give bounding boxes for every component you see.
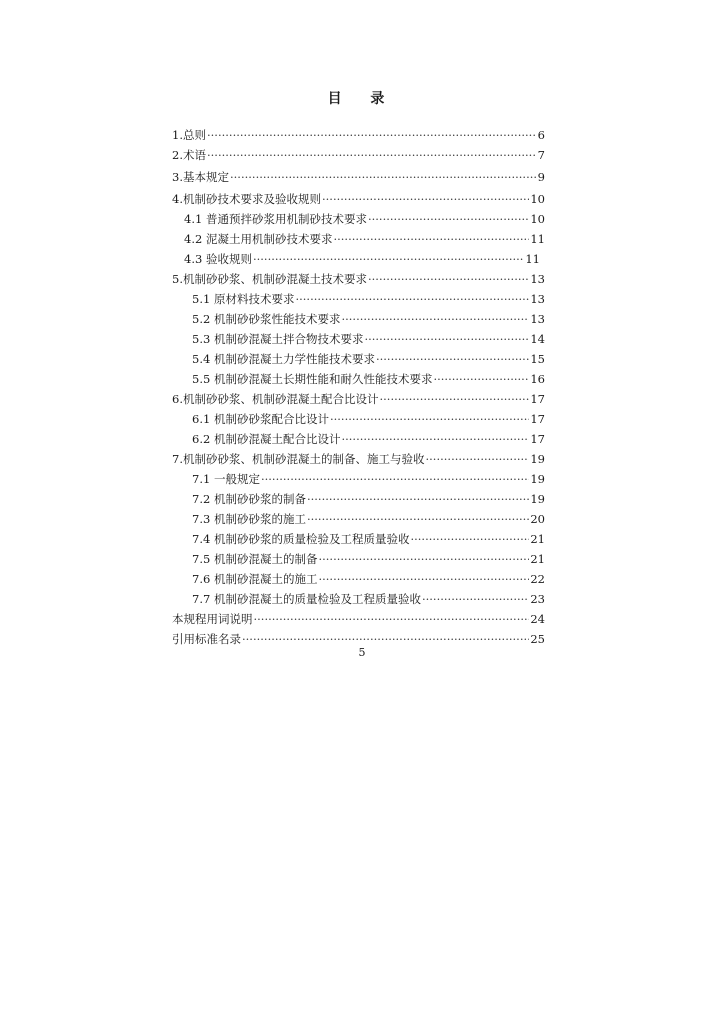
toc-entry-page: 15 (530, 352, 545, 366)
toc-entry (192, 490, 545, 508)
toc-entry-page: 9 (537, 170, 545, 184)
toc-entry-page: 17 (530, 432, 545, 446)
toc-title: 目 录 (327, 91, 397, 107)
toc-entry (192, 350, 545, 368)
toc-leader-dots (322, 190, 529, 208)
toc-entry (172, 126, 545, 144)
toc-leader-dots (368, 210, 529, 228)
toc-leader-dots (254, 610, 530, 628)
toc-entry (192, 330, 545, 348)
toc-entry-label: 2.术语 (172, 148, 206, 162)
toc-entry-label: 5.2 机制砂砂浆性能技术要求 (192, 312, 341, 326)
toc-entry (192, 410, 545, 428)
toc-entry-label: 7.6 机制砂混凝土的施工 (192, 572, 318, 586)
toc-entry-label: 7.1 一般规定 (192, 472, 260, 486)
toc-entry (184, 230, 545, 248)
toc-entry-page: 6 (537, 128, 545, 142)
toc-entry (172, 168, 545, 186)
toc-entry-label: 7.5 机制砂混凝土的制备 (192, 552, 318, 566)
toc-entry-label: 5.4 机制砂混凝土力学性能技术要求 (192, 352, 375, 366)
toc-entry-page: 21 (530, 532, 545, 546)
toc-leader-dots (333, 230, 529, 248)
toc-entry (192, 470, 545, 488)
toc-entry-page: 7 (537, 148, 545, 162)
toc-entry-label: 本规程用词说明 (172, 612, 253, 626)
toc-leader-dots (253, 250, 524, 268)
toc-entry-label: 4.3 验收规则 (184, 252, 252, 266)
toc-leader-dots (368, 270, 529, 288)
toc-leader-dots (307, 490, 529, 508)
toc-entry-label: 4.2 泥凝土用机制砂技术要求 (184, 232, 333, 246)
toc-entry (192, 590, 545, 608)
toc-entry-label: 7.7 机制砂混凝土的质量检验及工程质量验收 (192, 592, 421, 606)
toc-entry-label: 7.2 机制砂砂浆的制备 (192, 492, 306, 506)
toc-entry-label: 4.机制砂技术要求及验收规则 (172, 192, 321, 206)
toc-entry-label: 7.4 机制砂砂浆的质量检验及工程质量验收 (192, 532, 410, 546)
toc-entry (172, 190, 545, 208)
toc-leader-dots (425, 450, 529, 468)
toc-entry-label: 4.1 普通预拌砂浆用机制砂技术要求 (184, 212, 367, 226)
toc-entry-label: 3.基本规定 (172, 170, 229, 184)
toc-leader-dots (341, 430, 529, 448)
toc-leader-dots (376, 350, 529, 368)
toc-entry (192, 290, 545, 308)
toc-entry-page: 10 (530, 192, 545, 206)
toc-entry (172, 146, 545, 164)
toc-leader-dots (295, 290, 529, 308)
toc-entry-page: 16 (530, 372, 545, 386)
toc-entry-label: 引用标准名录 (172, 632, 241, 646)
toc-entry (192, 510, 545, 528)
toc-entry (172, 270, 545, 288)
toc-leader-dots (379, 390, 529, 408)
toc-leader-dots (261, 470, 529, 488)
toc-entry-page: 22 (530, 572, 545, 586)
toc-entry-label: 7.机制砂砂浆、机制砂混凝土的制备、施工与验收 (172, 452, 425, 466)
toc-leader-dots (318, 570, 529, 588)
toc-leader-dots (307, 510, 529, 528)
toc-entry (192, 310, 545, 328)
page-number: 5 (358, 646, 366, 659)
toc-entry-page: 21 (530, 552, 545, 566)
toc-entry-page: 11 (530, 232, 545, 246)
toc-entry (172, 390, 545, 408)
toc-leader-dots (341, 310, 529, 328)
toc-entry-page: 23 (530, 592, 545, 606)
toc-entry (184, 210, 545, 228)
toc-entry (192, 530, 545, 548)
toc-entry (184, 250, 540, 268)
toc-entry-page: 19 (530, 452, 545, 466)
toc-entry-page: 11 (525, 252, 540, 266)
toc-entry-page: 24 (530, 612, 545, 626)
toc-leader-dots (433, 370, 529, 388)
toc-entry-page: 10 (530, 212, 545, 226)
toc-entry-label: 5.机制砂砂浆、机制砂混凝土技术要求 (172, 272, 367, 286)
toc-entry-label: 6.机制砂砂浆、机制砂混凝土配合比设计 (172, 392, 379, 406)
toc-entry (192, 370, 545, 388)
toc-entry-page: 13 (530, 292, 545, 306)
toc-entry (192, 550, 545, 568)
toc-leader-dots (207, 146, 537, 164)
toc-entry-page: 19 (530, 472, 545, 486)
toc-entry-label: 7.3 机制砂砂浆的施工 (192, 512, 306, 526)
toc-entry-label: 5.1 原材料技术要求 (192, 292, 295, 306)
toc-leader-dots (230, 168, 537, 186)
toc-entry-page: 17 (530, 412, 545, 426)
toc-entry-label: 5.5 机制砂混凝土长期性能和耐久性能技术要求 (192, 372, 433, 386)
toc-entry-page: 13 (530, 312, 545, 326)
toc-leader-dots (318, 550, 529, 568)
toc-leader-dots (422, 590, 529, 608)
toc-entry-page: 14 (530, 332, 545, 346)
toc-leader-dots (330, 410, 529, 428)
toc-entry-label: 5.3 机制砂混凝土拌合物技术要求 (192, 332, 364, 346)
toc-entry (172, 610, 545, 628)
toc-entry-label: 6.2 机制砂混凝土配合比设计 (192, 432, 341, 446)
toc-entry-page: 20 (530, 512, 545, 526)
toc-entry-page: 13 (530, 272, 545, 286)
toc-entry (192, 430, 545, 448)
toc-entry (172, 450, 545, 468)
toc-entry-page: 19 (530, 492, 545, 506)
toc-entry-page: 25 (530, 632, 545, 646)
toc-leader-dots (364, 330, 529, 348)
toc-leader-dots (410, 530, 529, 548)
toc-leader-dots (207, 126, 537, 144)
toc-entry (192, 570, 545, 588)
toc-entry-label: 6.1 机制砂砂浆配合比设计 (192, 412, 329, 426)
toc-entry-page: 17 (530, 392, 545, 406)
toc-entry-label: 1.总则 (172, 128, 206, 142)
